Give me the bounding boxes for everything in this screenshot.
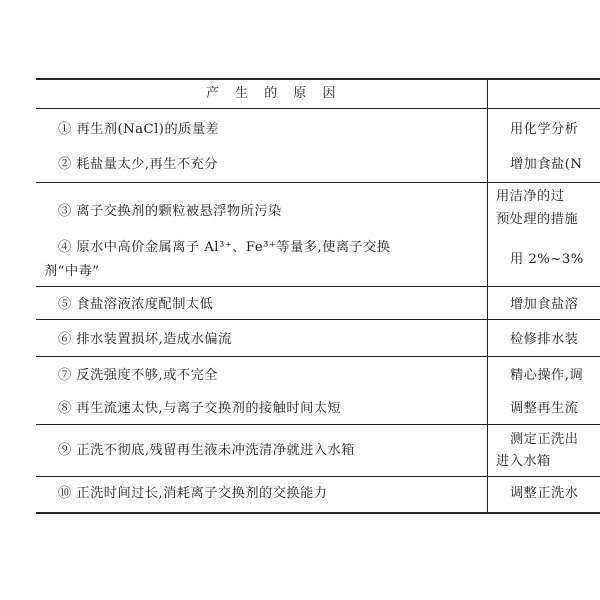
row-5-remedy: 增加食盐溶	[510, 297, 579, 312]
row-2-remedy: 增加食盐(N	[510, 157, 583, 172]
row-2-cause: ② 耗盐量太少,再生不充分	[58, 157, 218, 172]
table-viewport	[36, 78, 600, 518]
row-4-remedy: 用 2%~3%	[510, 252, 584, 267]
row-6-cause: ⑥ 排水装置损坏,造成水偏流	[58, 332, 232, 347]
row-6-remedy: 检修排水装	[510, 332, 579, 347]
row-10-remedy: 调整正洗水	[510, 486, 579, 501]
row-3-cause: ③ 离子交换剂的颗粒被悬浮物所污染	[58, 204, 282, 219]
column-divider	[487, 78, 488, 514]
row-9-remedy-line1: 测定正洗出	[510, 432, 579, 447]
header-cause: 产 生 的 原 因	[206, 86, 342, 101]
group-divider-3	[36, 319, 600, 320]
row-5-cause: ⑤ 食盐溶液浓度配制太低	[58, 297, 214, 312]
row-3-remedy-line2: 预处理的措施	[496, 212, 579, 227]
table-top-rule	[36, 78, 600, 80]
group-divider-5	[36, 424, 600, 425]
row-9-remedy-line2: 进入水箱	[496, 454, 551, 469]
group-divider-1	[36, 182, 600, 183]
row-8-cause: ⑧ 再生流速太快,与离子交换剂的接触时间太短	[58, 401, 342, 416]
row-4-cause-line1: ④ 原水中高价金属离子 Al³⁺、Fe³⁺等量多,使离子交换	[58, 240, 391, 255]
row-8-remedy: 调整再生流	[510, 401, 579, 416]
row-3-remedy-line1: 用洁净的过	[496, 189, 565, 204]
row-1-remedy: 用化学分析	[510, 122, 579, 137]
row-10-cause: ⑩ 正洗时间过长,消耗离子交换剂的交换能力	[58, 486, 328, 501]
group-divider-4	[36, 356, 600, 357]
group-divider-6	[36, 476, 600, 477]
row-1-cause: ① 再生剂(NaCl)的质量差	[58, 122, 220, 137]
row-7-remedy: 精心操作,调	[510, 368, 584, 383]
group-divider-2	[36, 286, 600, 287]
row-4-cause-line2: 剂“中毒”	[44, 264, 100, 279]
row-7-cause: ⑦ 反洗强度不够,或不完全	[58, 368, 218, 383]
table-bottom-rule	[36, 512, 600, 514]
header-bottom-rule	[36, 108, 600, 109]
row-9-cause: ⑨ 正洗不彻底,残留再生液未冲洗清净就进入水箱	[58, 443, 355, 458]
